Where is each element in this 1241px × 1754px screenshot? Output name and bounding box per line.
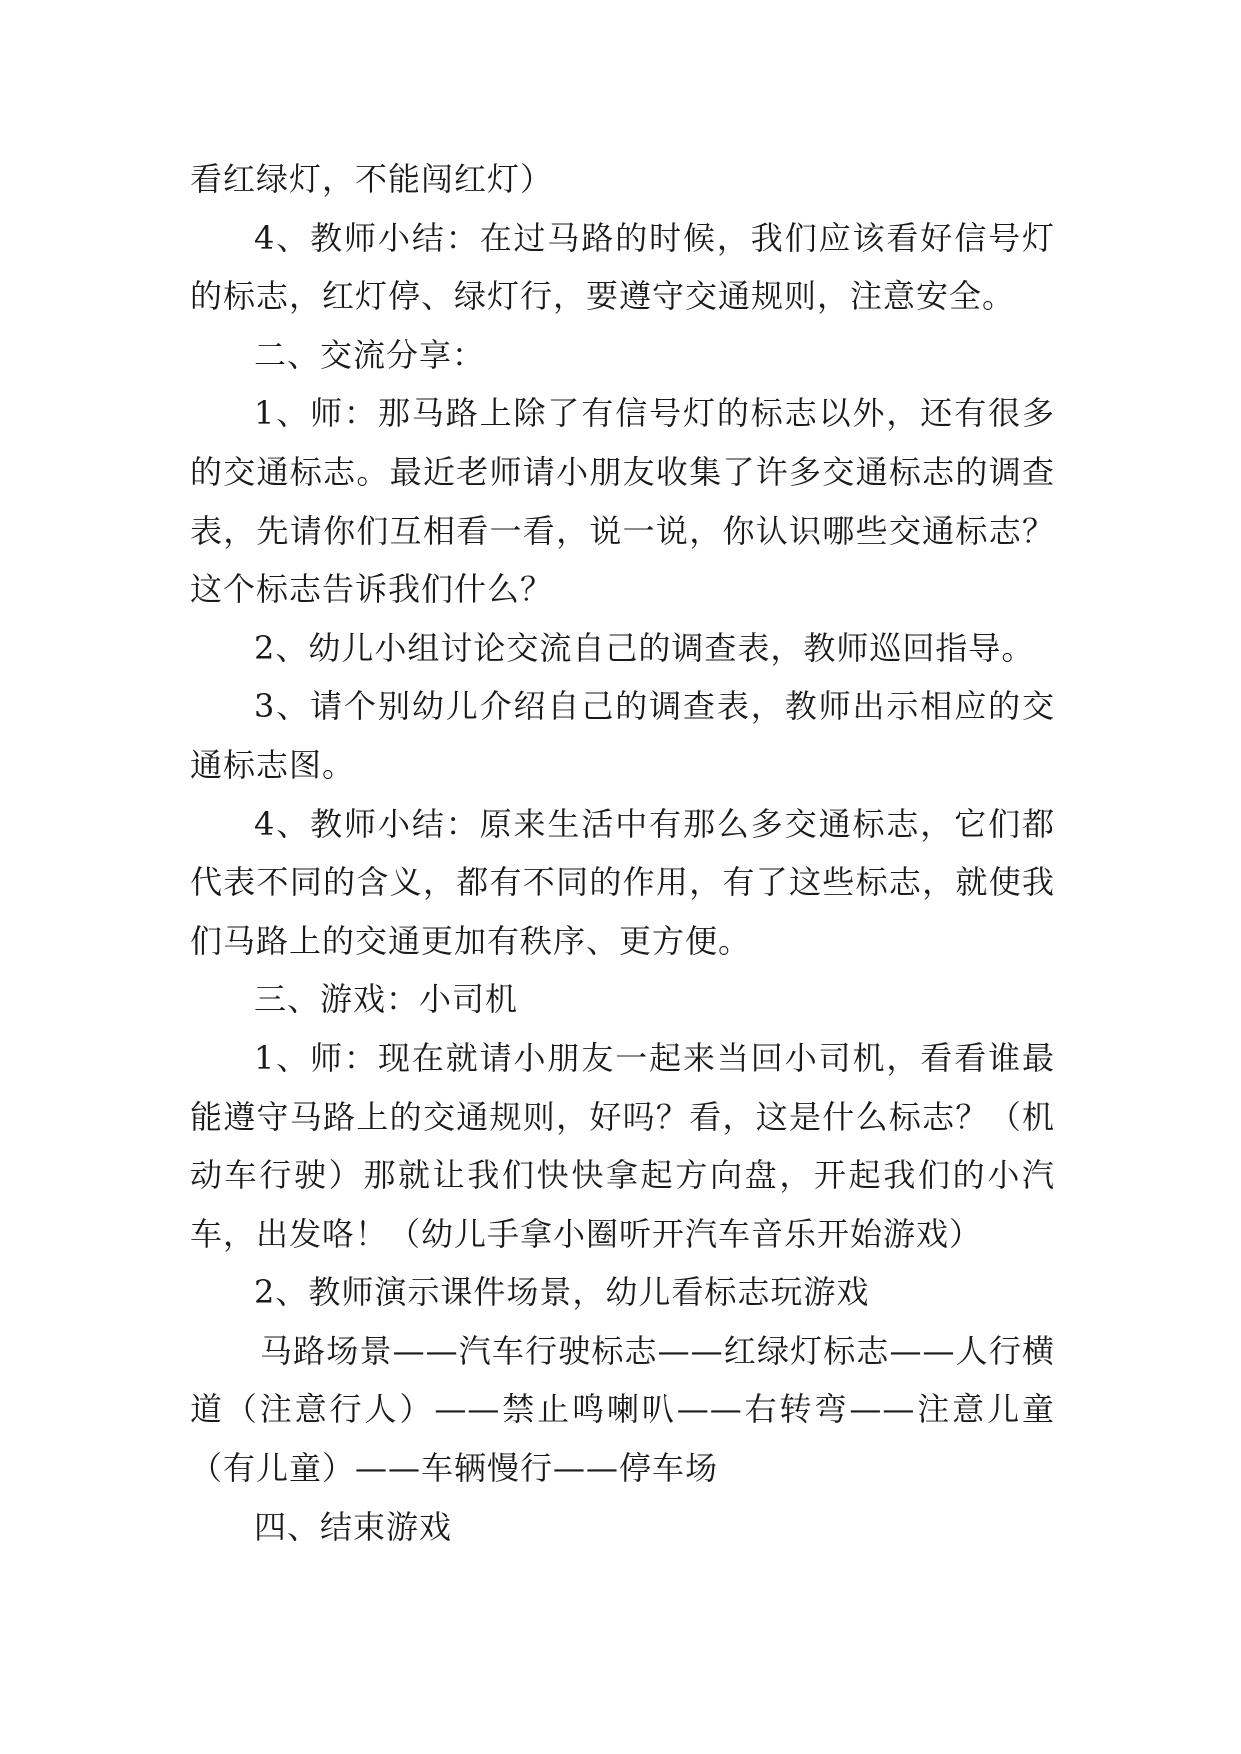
section-heading-3: 三、游戏：小司机 — [254, 980, 519, 1019]
paragraph-10: 2、教师演示课件场景，幼儿看标志玩游戏 — [254, 1273, 870, 1312]
paragraph-1: 看红绿灯，不能闯红灯） — [190, 160, 554, 198]
paragraph-6: 3、请个别幼儿介绍自己的调查表，教师出示相应的交通标志图。 — [190, 687, 1055, 784]
paragraph-5: 2、幼儿小组讨论交流自己的调查表，教师巡回指导。 — [254, 628, 1035, 667]
section-heading-2: 二、交流分享： — [254, 335, 486, 374]
paragraph-2: 4、教师小结：在过马路的时候，我们应该看好信号灯的标志，红灯停、绿灯行，要遵守交通规则，注意安全。 — [190, 218, 1055, 316]
paragraph-4: 1、师：那马路上除了有信号灯的标志以外，还有很多的交通标志。最近老师请小朋友收集了许多交通标志的调查表，先请你们互相看一看，说一说，你认识哪些交通标志？这个标志告诉我们什么？ — [190, 394, 1055, 609]
paragraph-11: 马路场景——汽车行驶标志——红绿灯标志——人行横道（注意行人）——禁止鸣喇叭——右转弯——注意儿童（有儿童）——车辆慢行——停车场 — [190, 1331, 1055, 1488]
section-heading-4: 四、结束游戏 — [254, 1507, 453, 1546]
document-body — [190, 150, 1055, 1556]
paragraph-7: 4、教师小结：原来生活中有那么多交通标志，它们都代表不同的含义，都有不同的作用，有了这些标志，就使我们马路上的交通更加有秩序、更方便。 — [190, 804, 1055, 960]
paragraph-9: 1、师：现在就请小朋友一起来当回小司机，看看谁最能遵守马路上的交通规则，好吗？看，这是什么标志？（机动车行驶）那就让我们快快拿起方向盘，开起我们的小汽车，出发咯！（幼儿手拿小圈听开汽车音乐开始游戏） — [190, 1038, 1055, 1253]
